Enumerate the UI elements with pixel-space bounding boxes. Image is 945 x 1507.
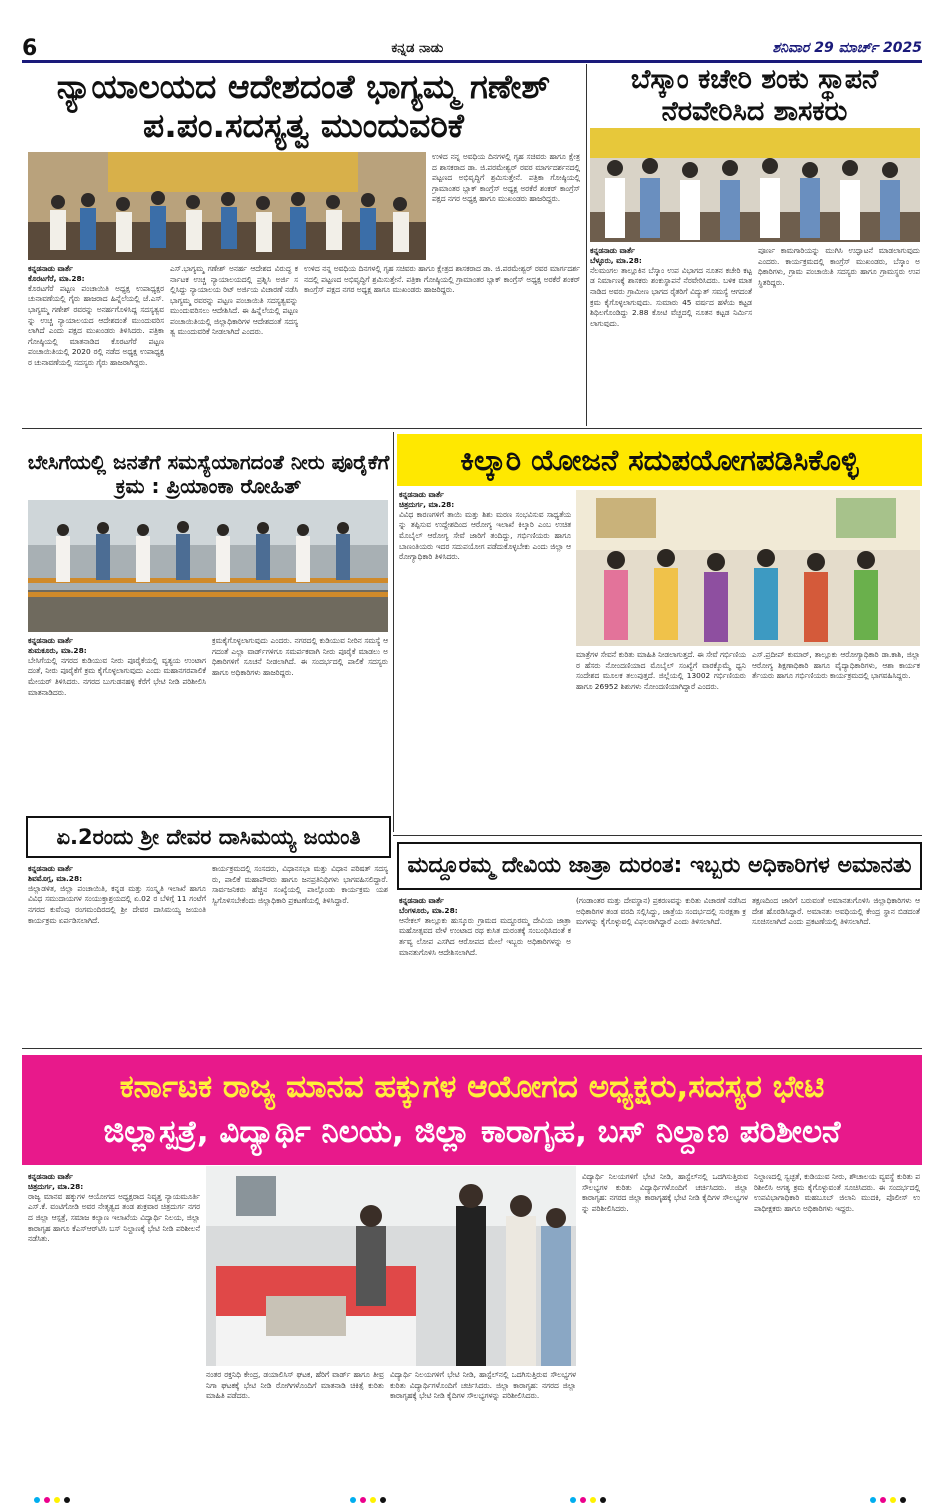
- story7-column: [754, 1172, 920, 1490]
- story4-byline: ಕನ್ನಡನಾಡು ವಾರ್ತೆ: [399, 490, 444, 499]
- divider: [393, 432, 394, 832]
- story5-body: ಕಾರ್ಯಕ್ರಮದಲ್ಲಿ ಸಂಸದರು, ವಿಧಾನಸಭಾ ಮತ್ತು ವಿಧಾನ ಪರಿಷತ್ ಸದಸ್ಯರು, ಪಾಲಿಕೆ ಮಹಾಪೌರರು ಹಾಗೂ ಜನಪ್ರತಿನಿಧಿಗಳು ಭಾಗವಹಿಸಲಿದ್ದಾರೆ. ಸಾರ್ವಜನಿಕರು ಹೆಚ್ಚಿನ ಸಂಖ್ಯೆಯಲ್ಲಿ ಪಾಲ್ಗೊಂಡು ಕಾರ್ಯಕ್ರಮ ಯಶಸ್ವಿಗೊಳಿಸಬೇಕೆಂದು ಜಿಲ್ಲಾಧಿಕಾರಿ ಪ್ರಕಟಣೆಯಲ್ಲಿ ತಿಳಿಸಿದ್ದಾರೆ.: [212, 864, 388, 905]
- story1-body: ಎಸ್.ಭಾಗ್ಯಮ್ಮ ಗಣೇಶ್ ಅನರ್ಹ ಆದೇಶದ ವಿರುದ್ಧ ಕರ್ನಾಟಕ ಉಚ್ಚ ನ್ಯಾಯಾಲಯದಲ್ಲಿ ಪ್ರಶ್ನಿಸಿ ಅರ್ಜಿ ಸಲ್ಲಿಸಿದ್ದು ನ್ಯಾಯಾಲಯ ರಿಟ್ ಅರ್ಜಿಯ ವಿಚಾರಣೆ ನಡೆಸಿ ಭಾಗ್ಯಮ್ಮ ರವರನ್ನು ಪಟ್ಟಣ ಪಂಚಾಯಿತಿ ಸದಸ್ಯತ್ವವನ್ನು ಮುಂದುವರಿಸಲು ಆದೇಶಿಸಿದೆ. ಈ ಹಿನ್ನೆಲೆಯಲ್ಲಿ ಪಟ್ಟಣ ಪಂಚಾಯಿತಿಯಲ್ಲಿ ಜಿಲ್ಲಾಧಿಕಾರಿಗಳ ಆದೇಶದಂತೆ ಸದಸ್ಯತ್ವ ಮುಂದುವರಿಕೆ ನೀಡಲಾಗಿದೆ ಎಂದರು.: [170, 264, 298, 337]
- story6-body: (ಗಂಡಾಂತರ ಮತ್ತು ದೇವಸ್ಥಾನ) ಪ್ರಕರಣವನ್ನು ಕುರಿತು ವಿಚಾರಣೆ ನಡೆಸಿದ ಅಧಿಕಾರಿಗಳ ತಂಡ ವರದಿ ಸಲ್ಲಿಸಿದ್ದು, ಜಾತ್ರೆಯ ಸಂದರ್ಭದಲ್ಲಿ ಸುರಕ್ಷತಾ ಕ್ರಮಗಳನ್ನು ಕೈಗೊಳ್ಳುವಲ್ಲಿ ವಿಫಲರಾಗಿದ್ದಾರೆ ಎಂದು ತಿಳಿಸಲಾಗಿದೆ.: [576, 896, 746, 927]
- story7-column: [28, 1172, 200, 1490]
- masthead-rule: [22, 60, 922, 63]
- story1-body: ಕೊರಟಗೆರೆ ಪಟ್ಟಣ ಪಂಚಾಯಿತಿ ಅಧ್ಯಕ್ಷ ಉಪಾಧ್ಯಕ್ಷರ ಚುನಾವಣೆಯಲ್ಲಿ ಗೈರು ಹಾಜರಾದ ಹಿನ್ನೆಲೆಯಲ್ಲಿ ಜೆ.ಎಸ್.ಭಾಗ್ಯಮ್ಮ ಗಣೇಶ್ ರವರನ್ನು ಅನರ್ಹಗೊಳಿಸಿದ್ದ ಸದಸ್ಯತ್ವವನ್ನು ಉಚ್ಚ ನ್ಯಾಯಾಲಯದ ಆದೇಶದಂತೆ ಮುಂದುವರಿಸಲಾಗಿದೆ ಎಂದು ಪಕ್ಷದ ಮುಖಂಡರು ತಿಳಿಸಿದರು. ಪತ್ರಿಕಾ ಗೋಷ್ಠಿಯಲ್ಲಿ ಮಾತನಾಡಿದ ಕೊರಟಗೆರೆ ಪಟ್ಟಣ ಪಂಚಾಯಿತಿಯಲ್ಲಿ 2020 ರಲ್ಲಿ ನಡೆದ ಅಧ್ಯಕ್ಷ ಉಪಾಧ್ಯಕ್ಷರ ಚುನಾವಣೆಯಲ್ಲಿ ಸದಸ್ಯರು ಗೈರು ಹಾಜರಾಗಿದ್ದರು.: [28, 283, 164, 367]
- story6-column: [399, 896, 571, 1044]
- story4-column: [576, 650, 746, 830]
- story4-column: [399, 490, 571, 830]
- story4-dateline: ಚಿತ್ರದುರ್ಗ, ಮಾ.28:: [399, 499, 455, 509]
- story7-headline: ಕರ್ನಾಟಕ ರಾಜ್ಯ ಮಾನವ ಹಕ್ಕುಗಳ ಆಯೋಗದ ಅಧ್ಯಕ್ಷರು,ಸದಸ್ಯರ ಭೇಟಿ: [119, 1069, 825, 1106]
- registration-marks: [870, 1497, 906, 1503]
- story2-column: [590, 246, 752, 426]
- story7-column: [206, 1370, 384, 1490]
- story3-dateline: ತುಮಕೂರು, ಮಾ.28:: [28, 645, 87, 655]
- story2-photo: [590, 128, 920, 242]
- story2-dateline: ಬೆಳ್ಳೂರು, ಮಾ.28:: [590, 255, 642, 265]
- story2-byline: ಕನ್ನಡನಾಡು ವಾರ್ತೆ: [590, 246, 635, 255]
- story5-body: ಜಿಲ್ಲಾಡಳಿತ, ಜಿಲ್ಲಾ ಪಂಚಾಯಿತಿ, ಕನ್ನಡ ಮತ್ತು ಸಂಸ್ಕೃತಿ ಇಲಾಖೆ ಹಾಗೂ ವಿವಿಧ ಸಮುದಾಯಗಳ ಸಂಯುಕ್ತಾಶ್ರಯದಲ್ಲಿ ಏ.02 ರ ಬೆಳಿಗ್ಗೆ 11 ಗಂಟೆಗೆ ನಗರದ ಕುವೆಂಪು ರಂಗಮಂದಿರದಲ್ಲಿ ಶ್ರೀ ದೇವರ ದಾಸಿಮಯ್ಯ ಜಯಂತಿ ಕಾರ್ಯಕ್ರಮ ಏರ್ಪಡಿಸಲಾಗಿದೆ.: [28, 883, 206, 925]
- story1-photo: [28, 152, 426, 260]
- story3-photo: [28, 500, 388, 632]
- story1-column: [304, 264, 580, 426]
- story7-body: ನಂತರ ರಕ್ತನಿಧಿ ಕೇಂದ್ರ, ಡಯಾಲಿಸಿಸ್ ಘಟಕ, ಹೆರಿಗೆ ವಾರ್ಡ್ ಹಾಗೂ ತೀವ್ರ ನಿಗಾ ಘಟಕಕ್ಕೆ ಭೇಟಿ ನೀಡಿ ರೋಗಿಗಳೊಂದಿಗೆ ಮಾತನಾಡಿ ಚಿಕಿತ್ಸೆ ಕುರಿತು ಮಾಹಿತಿ ಪಡೆದರು.: [206, 1370, 384, 1401]
- registration-marks: [34, 1497, 70, 1503]
- story7-subheadline: ಜಿಲ್ಲಾಸ್ಪತ್ರೆ, ವಿದ್ಯಾರ್ಥಿ ನಿಲಯ, ಜಿಲ್ಲಾ ಕಾರಾಗೃಹ, ಬಸ್ ನಿಲ್ದಾಣ ಪರಿಶೀಲನೆ: [103, 1114, 841, 1150]
- story3-column: [28, 636, 206, 814]
- story3-body: ಬೇಸಿಗೆಯಲ್ಲಿ ನಗರದ ಕುಡಿಯುವ ನೀರು ಪೂರೈಕೆಯಲ್ಲಿ ವ್ಯತ್ಯಯ ಉಂಟಾಗದಂತೆ, ನೀರು ಪೂರೈಕೆಗೆ ಕ್ರಮ ಕೈಗೊಳ್ಳಲಾಗುವುದು ಎಂದು ಮಹಾನಗರಪಾಲಿಕೆ ಮೇಯರ್ ತಿಳಿಸಿದರು. ನಗರದ ಬುಗುಡನಹಳ್ಳಿ ಕೆರೆಗೆ ಭೇಟಿ ನೀಡಿ ಪರಿಶೀಲಿಸಿ ಮಾತನಾಡಿದರು.: [28, 655, 206, 697]
- story6-headline: ಮದ್ದೂರಮ್ಮ ದೇವಿಯ ಜಾತ್ರಾ ದುರಂತ: ಇಬ್ಬರು ಅಧಿಕಾರಿಗಳ ಅಮಾನತು: [397, 842, 922, 890]
- divider: [393, 835, 922, 836]
- story7-body: ವಿದ್ಯಾರ್ಥಿ ನಿಲಯಗಳಿಗೆ ಭೇಟಿ ನೀಡಿ, ಹಾಸ್ಟೆಲ್‌ನಲ್ಲಿ ಒದಗಿಸುತ್ತಿರುವ ಸೌಲಭ್ಯಗಳ ಕುರಿತು ವಿದ್ಯಾರ್ಥಿಗಳೊಂದಿಗೆ ಚರ್ಚಿಸಿದರು. ಜಿಲ್ಲಾ ಕಾರಾಗೃಹ: ನಗರದ ಜಿಲ್ಲಾ ಕಾರಾಗೃಹಕ್ಕೆ ಭೇಟಿ ನೀಡಿ ಕೈದಿಗಳ ಸೌಲಭ್ಯಗಳನ್ನು ಪರಿಶೀಲಿಸಿದರು.: [390, 1370, 576, 1401]
- story1-body: ಉಳಿದ ನನ್ನ ಅವಧಿಯ ದಿನಗಳಲ್ಲಿ ಗೃಹ ಸಚಿವರು ಹಾಗೂ ಕ್ಷೇತ್ರದ ಶಾಸಕರಾದ ಡಾ. ಜಿ.ಪರಮೇಶ್ವರ್ ರವರ ಮಾರ್ಗದರ್ಶನದಲ್ಲಿ ಪಟ್ಟಣದ ಅಭಿವೃದ್ಧಿಗೆ ಶ್ರಮಿಸುತ್ತೇನೆ. ಪತ್ರಿಕಾ ಗೋಷ್ಠಿಯಲ್ಲಿ ಗ್ರಾಮಾಂತರ ಬ್ಲಾಕ್ ಕಾಂಗ್ರೆಸ್ ಅಧ್ಯಕ್ಷ ಅರಕೆರೆ ಶಂಕರ್ ಕಾಂಗ್ರೆಸ್ ಪಕ್ಷದ ನಗರ ಅಧ್ಯಕ್ಷ ಹಾಗೂ ಮುಖಂಡರು ಹಾಜರಿದ್ದರು.: [432, 152, 580, 204]
- story4-column: [752, 650, 920, 830]
- story2-body: ಪೂರ್ಣ ಕಾಮಗಾರಿಯನ್ನು ಮುಗಿಸಿ ಉದ್ಘಾಟನೆ ಮಾಡಲಾಗುವುದು ಎಂದರು. ಕಾರ್ಯಕ್ರಮದಲ್ಲಿ ಕಾಂಗ್ರೆಸ್ ಮುಖಂಡರು, ಬೆಸ್ಕಾಂ ಅಧಿಕಾರಿಗಳು, ಗ್ರಾಮ ಪಂಚಾಯಿತಿ ಸದಸ್ಯರು ಹಾಗೂ ಗ್ರಾಮಸ್ಥರು ಉಪಸ್ಥಿತರಿದ್ದರು.: [758, 246, 920, 287]
- story5-byline: ಕನ್ನಡನಾಡು ವಾರ್ತೆ: [28, 864, 73, 873]
- story6-byline: ಕನ್ನಡನಾಡು ವಾರ್ತೆ: [399, 896, 444, 905]
- story1-body: ಉಳಿದ ನನ್ನ ಅವಧಿಯ ದಿನಗಳಲ್ಲಿ ಗೃಹ ಸಚಿವರು ಹಾಗೂ ಕ್ಷೇತ್ರದ ಶಾಸಕರಾದ ಡಾ. ಜಿ.ಪರಮೇಶ್ವರ್ ರವರ ಮಾರ್ಗದರ್ಶನದಲ್ಲಿ ಪಟ್ಟಣದ ಅಭಿವೃದ್ಧಿಗೆ ಶ್ರಮಿಸುತ್ತೇನೆ. ಪತ್ರಿಕಾ ಗೋಷ್ಠಿಯಲ್ಲಿ ಗ್ರಾಮಾಂತರ ಬ್ಲಾಕ್ ಕಾಂಗ್ರೆಸ್ ಅಧ್ಯಕ್ಷ ಅರಕೆರೆ ಶಂಕರ್ ಕಾಂಗ್ರೆಸ್ ಪಕ್ಷದ ನಗರ ಅಧ್ಯಕ್ಷ ಹಾಗೂ ಮುಖಂಡರು ಹಾಜರಿದ್ದರು.: [304, 264, 580, 295]
- story7-byline: ಕನ್ನಡನಾಡು ವಾರ್ತೆ: [28, 1172, 73, 1181]
- story6-body: ತಕ್ಷಣದಿಂದ ಜಾರಿಗೆ ಬರುವಂತೆ ಅಮಾನತುಗೊಳಿಸಿ ಜಿಲ್ಲಾಧಿಕಾರಿಗಳು ಆದೇಶ ಹೊರಡಿಸಿದ್ದಾರೆ. ಅಮಾನತು ಅವಧಿಯಲ್ಲಿ ಕೇಂದ್ರ ಸ್ಥಾನ ಬಿಡದಂತೆ ಸೂಚಿಸಲಾಗಿದೆ ಎಂದು ಪ್ರಕಟಣೆಯಲ್ಲಿ ತಿಳಿಸಲಾಗಿದೆ.: [752, 896, 920, 927]
- story2-body: ನೆಲಮಂಗಲ ತಾಲ್ಲೂಕಿನ ಬೆಸ್ಕಾಂ ಉಪ ವಿಭಾಗದ ನೂತನ ಕಚೇರಿ ಕಟ್ಟಡ ನಿರ್ಮಾಣಕ್ಕೆ ಶಾಸಕರು ಶಂಕುಸ್ಥಾಪನೆ ನೆರವೇರಿಸಿದರು. ಬಳಿಕ ಮಾತನಾಡಿದ ಅವರು ಗ್ರಾಮೀಣ ಭಾಗದ ರೈತರಿಗೆ ವಿದ್ಯುತ್ ಸಮಸ್ಯೆ ಆಗದಂತೆ ಕ್ರಮ ಕೈಗೊಳ್ಳಲಾಗುವುದು. ಸುಮಾರು 45 ವರ್ಷದ ಹಳೆಯ ಕಟ್ಟಡ ಶಿಥಿಲಗೊಂಡಿದ್ದು 2.88 ಕೋಟಿ ವೆಚ್ಚದಲ್ಲಿ ನೂತನ ಕಟ್ಟಡ ನಿರ್ಮಿಸಲಾಗುವುದು.: [590, 265, 752, 328]
- story3-column: [212, 636, 388, 814]
- story5-column: [28, 864, 206, 1044]
- story7-column: [390, 1370, 576, 1490]
- story5-headline: ಏ.2ರಂದು ಶ್ರೀ ದೇವರ ದಾಸಿಮಯ್ಯ ಜಯಂತಿ: [26, 816, 391, 858]
- story1-dateline: ಕೊರಟಗೆರೆ, ಮಾ.28:: [28, 273, 85, 283]
- story1-column: [170, 264, 298, 426]
- story2-column: [758, 246, 920, 426]
- story5-dateline: ಶಿವಮೊಗ್ಗ, ಮಾ.28:: [28, 873, 83, 883]
- story7-dateline: ಚಿತ್ರದುರ್ಗ, ಮಾ.28:: [28, 1181, 84, 1191]
- story4-body: ಮಾತ್ರೆಗಳ ಸೇವನೆ ಕುರಿತು ಮಾಹಿತಿ ನೀಡಲಾಗುತ್ತದೆ. ಈ ಸೇವೆ ಗರ್ಭಿಣಿಯರ ಹೆಸರು ನೋಂದಣಿಯಾದ ಮೊಬೈಲ್ ಸಂಖ್ಯೆಗೆ ವಾರಕ್ಕೊಮ್ಮೆ ಧ್ವನಿ ಸಂದೇಶದ ಮೂಲಕ ತಲುಪುತ್ತದೆ. ಜಿಲ್ಲೆಯಲ್ಲಿ 13002 ಗರ್ಭಿಣಿಯರು ಹಾಗೂ 26952 ಶಿಶುಗಳು ನೋಂದಣಿಯಾಗಿದ್ದಾರೆ ಎಂದರು.: [576, 650, 746, 691]
- story7-column: [582, 1172, 748, 1490]
- story3-body: ಕ್ರಮಕೈಗೊಳ್ಳಲಾಗುವುದು ಎಂದರು. ನಗರದಲ್ಲಿ ಕುಡಿಯುವ ನೀರಿನ ಸಮಸ್ಯೆ ಆಗದಂತೆ ಎಲ್ಲಾ ವಾರ್ಡ್‌ಗಳಿಗೂ ಸಮರ್ಪಕವಾಗಿ ನೀರು ಪೂರೈಕೆ ಮಾಡಲು ಅಧಿಕಾರಿಗಳಿಗೆ ಸೂಚನೆ ನೀಡಲಾಗಿದೆ. ಈ ಸಂದರ್ಭದಲ್ಲಿ ಪಾಲಿಕೆ ಸದಸ್ಯರು ಹಾಗೂ ಅಧಿಕಾರಿಗಳು ಹಾಜರಿದ್ದರು.: [212, 636, 388, 677]
- story1-byline: ಕನ್ನಡನಾಡು ವಾರ್ತೆ: [28, 264, 73, 273]
- story6-body: ಆನೇಕಲ್ ತಾಲ್ಲೂಕು ಹುಸ್ಕೂರು ಗ್ರಾಮದ ಮದ್ದೂರಮ್ಮ ದೇವಿಯ ಜಾತ್ರಾ ಮಹೋತ್ಸವದ ವೇಳೆ ಉಂಟಾದ ರಥ ಕುಸಿತ ದುರಂತಕ್ಕೆ ಸಂಬಂಧಿಸಿದಂತೆ ಕರ್ತವ್ಯ ಲೋಪ ಎಸಗಿದ ಆರೋಪದ ಮೇಲೆ ಇಬ್ಬರು ಅಧಿಕಾರಿಗಳನ್ನು ಅಮಾನತುಗೊಳಿಸಿ ಆದೇಶಿಸಲಾಗಿದೆ.: [399, 915, 571, 957]
- divider: [22, 1048, 922, 1049]
- story7-body: ರಾಜ್ಯ ಮಾನವ ಹಕ್ಕುಗಳ ಆಯೋಗದ ಅಧ್ಯಕ್ಷರಾದ ನಿವೃತ್ತ ನ್ಯಾಯಮೂರ್ತಿ ಎಸ್.ಕೆ. ವಂಟಿಗೋಡಿ ಅವರ ನೇತೃತ್ವದ ತಂಡ ಶುಕ್ರವಾರ ಚಿತ್ರದುರ್ಗ ನಗರದ ಜಿಲ್ಲಾ ಆಸ್ಪತ್ರೆ, ಸಮಾಜ ಕಲ್ಯಾಣ ಇಲಾಖೆಯ ವಿದ್ಯಾರ್ಥಿ ನಿಲಯ, ಜಿಲ್ಲಾ ಕಾರಾಗೃಹ ಹಾಗೂ ಕೆಎಸ್ಆರ್‌ಟಿಸಿ ಬಸ್ ನಿಲ್ದಾಣಕ್ಕೆ ಭೇಟಿ ನೀಡಿ ಪರಿಶೀಲನೆ ನಡೆಸಿತು.: [28, 1191, 200, 1244]
- story3-headline: ಬೇಸಿಗೆಯಲ್ಲಿ ಜನತೆಗೆ ಸಮಸ್ಯೆಯಾಗದಂತೆ ನೀರು ಪೂರೈಕೆಗೆ ಕ್ರಮ : ಪ್ರಿಯಾಂಕಾ ರೋಹಿತ್: [27, 450, 390, 498]
- story7-body: ನಿಲ್ದಾಣದಲ್ಲಿ ಸ್ವಚ್ಛತೆ, ಕುಡಿಯುವ ನೀರು, ಶೌಚಾಲಯ ವ್ಯವಸ್ಥೆ ಕುರಿತು ಪರಿಶೀಲಿಸಿ ಅಗತ್ಯ ಕ್ರಮ ಕೈಗೊಳ್ಳುವಂತೆ ಸೂಚಿಸಿದರು. ಈ ಸಂದರ್ಭದಲ್ಲಿ ಉಪವಿಭಾಗಾಧಿಕಾರಿ ಮಹಬೂಬ್ ಜಿಲಾನಿ ಮುದಕಿ, ಪೊಲೀಸ್ ಉಪಾಧೀಕ್ಷಕರು ಹಾಗೂ ಅಧಿಕಾರಿಗಳು ಇದ್ದರು.: [754, 1172, 920, 1213]
- story4-photo: [576, 490, 920, 646]
- story3-byline: ಕನ್ನಡನಾಡು ವಾರ್ತೆ: [28, 636, 73, 645]
- story4-body: ಎಸ್.ಪ್ರದೀಪ್ ಕುಮಾರ್, ತಾಲ್ಲೂಕು ಆರೋಗ್ಯಾಧಿಕಾರಿ ಡಾ.ಕಾಶಿ, ಜಿಲ್ಲಾ ಆರೋಗ್ಯ ಶಿಕ್ಷಣಾಧಿಕಾರಿ ಹಾಗೂ ವೈದ್ಯಾಧಿಕಾರಿಗಳು, ಆಶಾ ಕಾರ್ಯಕರ್ತೆಯರು ಹಾಗೂ ಗರ್ಭಿಣಿಯರು ಕಾರ್ಯಕ್ರಮದಲ್ಲಿ ಭಾಗವಹಿಸಿದ್ದರು.: [752, 650, 920, 681]
- masthead: [22, 35, 922, 61]
- story2-headline: ಬೆಸ್ಕಾಂ ಕಚೇರಿ ಶಂಕು ಸ್ಥಾಪನೆ ನೆರವೇರಿಸಿದ ಶಾಸಕರು: [630, 64, 879, 127]
- paper-name: ಕನ್ನಡ ನಾಡು: [391, 40, 444, 56]
- story6-column: [576, 896, 746, 1044]
- story5-column: [212, 864, 388, 1044]
- story1-headline: ನ್ಯಾಯಾಲಯದ ಆದೇಶದಂತೆ ಭಾಗ್ಯಮ್ಮ ಗಣೇಶ್ ಪ.ಪಂ.ಸದಸ್ಯತ್ವ ಮುಂದುವರಿಕೆ: [56, 67, 551, 145]
- divider: [22, 428, 922, 429]
- story7-photo: [206, 1166, 576, 1366]
- page-number: 6: [22, 35, 38, 61]
- story4-body: ವಿವಿಧ ಕಾರಣಗಳಿಗೆ ತಾಯಿ ಮತ್ತು ಶಿಶು ಮರಣ ಸಂಭವಿಸುವ ಸಾಧ್ಯತೆಯನ್ನು ತಪ್ಪಿಸುವ ಉದ್ದೇಶದಿಂದ ಆರೋಗ್ಯ ಇಲಾಖೆ ಕಿಲ್ಕಾರಿ ಎಂಬ ಉಚಿತ ಮೊಬೈಲ್ ಆರೋಗ್ಯ ಸೇವೆ ಜಾರಿಗೆ ತಂದಿದ್ದು, ಗರ್ಭಿಣಿಯರು ಹಾಗೂ ಬಾಣಂತಿಯರು ಇದರ ಸದುಪಯೋಗ ಪಡೆದುಕೊಳ್ಳಬೇಕು ಎಂದು ಜಿಲ್ಲಾ ಆರೋಗ್ಯಾಧಿಕಾರಿ ತಿಳಿಸಿದರು.: [399, 509, 571, 562]
- registration-marks: [350, 1497, 386, 1503]
- issue-date: ಶನಿವಾರ 29 ಮಾರ್ಚ್ 2025: [772, 40, 922, 56]
- story4-headline: ಕಿಲ್ಕಾರಿ ಯೋಜನೆ ಸದುಪಯೋಗಪಡಿಸಿಕೊಳ್ಳಿ: [397, 434, 922, 486]
- story6-dateline: ಬೆಂಗಳೂರು, ಮಾ.28:: [399, 905, 458, 915]
- story1-column: [28, 264, 164, 426]
- story1-column: [432, 152, 580, 262]
- story7-body: ವಿದ್ಯಾರ್ಥಿ ನಿಲಯಗಳಿಗೆ ಭೇಟಿ ನೀಡಿ, ಹಾಸ್ಟೆಲ್‌ನಲ್ಲಿ ಒದಗಿಸುತ್ತಿರುವ ಸೌಲಭ್ಯಗಳ ಕುರಿತು ವಿದ್ಯಾರ್ಥಿಗಳೊಂದಿಗೆ ಚರ್ಚಿಸಿದರು. ಜಿಲ್ಲಾ ಕಾರಾಗೃಹ: ನಗರದ ಜಿಲ್ಲಾ ಕಾರಾಗೃಹಕ್ಕೆ ಭೇಟಿ ನೀಡಿ ಕೈದಿಗಳ ಸೌಲಭ್ಯಗಳನ್ನು ಪರಿಶೀಲಿಸಿದರು.: [582, 1172, 748, 1213]
- registration-marks: [570, 1497, 606, 1503]
- story7-banner: [22, 1055, 922, 1165]
- divider: [586, 64, 587, 426]
- story6-column: [752, 896, 920, 1044]
